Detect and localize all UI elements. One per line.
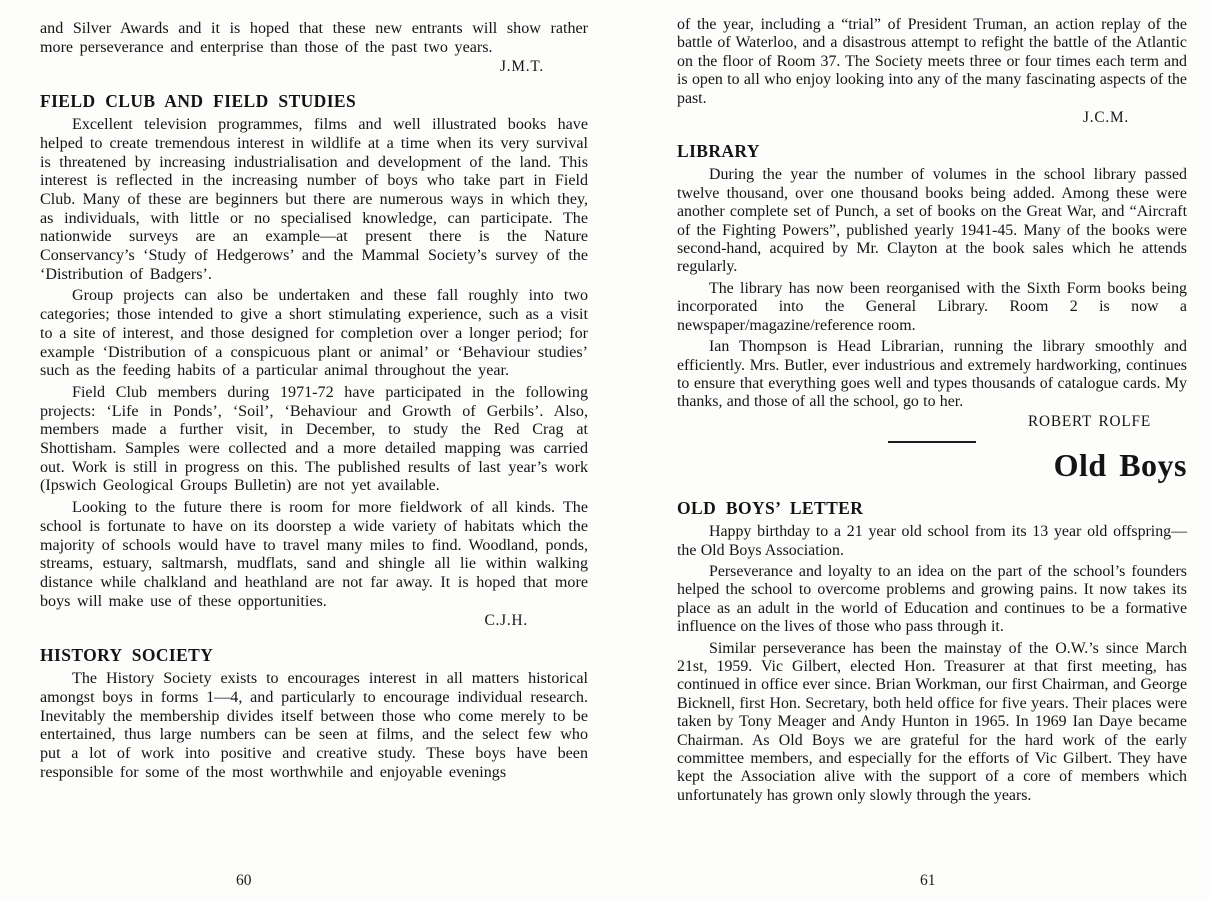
history-society-paragraph-1: The History Society exists to encourages interest in all matters historical amongst boys in forms 1—4, and particularly to encourage individual research. Inevitably the membership divides itself between those who come merely to be entertained, thus large numbers can be seen at films, and the select few who put a lot of work into positive and creative study. These boys have been responsible for some of the most worthwhile and enjoyable evenings [40,670,588,781]
history-society-heading: HISTORY SOCIETY [40,645,214,666]
signature-cjh: C.J.H. [484,612,528,630]
library-heading: LIBRARY [677,141,760,162]
signature-robert-rolfe: ROBERT ROLFE [1027,412,1151,430]
awards-continuation-paragraph: and Silver Awards and it is hoped that these new entrants will show rather more perseverance and enterprise than those of the past two years. [40,20,588,56]
field-club-paragraph-2: Group projects can also be undertaken and these fall roughly into two categories; those intended to give a short stimulating experience, such as a visit to a site of interest, and those designed for completion over a longer period; for example ‘Distribution of a conspicuous plant or animal’ or ‘Behaviour studies’ such as the feeding habits of a particular animal throughout the year. [40,287,588,380]
old-boys-chapter-title: Old Boys [1053,447,1187,484]
left-page-column [40,20,588,782]
history-society-continuation-paragraph: of the year, including a “trial” of President Truman, an action replay of the battle of Waterloo, and a disastrous attempt to refight the battle of the Atlantic on the floor of Room 37. The Society meets three or four times each term and is open to all who enjoy looking into any of the many fascinating aspects of the past. [677,16,1187,107]
old-boys-letter-heading: OLD BOYS’ LETTER [677,498,864,519]
right-page-column [677,16,1187,805]
library-paragraph-1: During the year the number of volumes in the school library passed twelve thousand, over one thousand books being added. Among these were another complete set of Punch, a set of books on the Great War, and “Aircraft of the Fighting Powers”, published yearly 1941-45. Many of the books were second-hand, acquired by Mr. Clayton at the book sales which he attends regularly. [677,166,1187,276]
page-number-60: 60 [236,872,252,889]
field-club-heading: FIELD CLUB AND FIELD STUDIES [40,91,357,112]
old-boys-letter-paragraph-3: Similar perseverance has been the mainstay of the O.W.’s since March 21st, 1959. Vic Gilbert, elected Hon. Treasurer at that first meeting, has continued in office ever since. Brian Workman, our first Chairman, and George Bicknell, first Hon. Secretary, both held office for five years. Their places were taken by Tony Meager and Andy Hunton in 1965. In 1969 Ian Daye became Chairman. As Old Boys we are grateful for the hard work of the early committee members, and especially for the efforts of Vic Gilbert. They have kept the Association alive with the support of a core of members which unfortunately has grown only slowly through the years. [677,639,1187,804]
page-number-61: 61 [920,872,936,889]
old-boys-letter-paragraph-2: Perseverance and loyalty to an idea on the part of the school’s founders helped the school to overcome problems and growing pains. It now takes its place as an adult in the world of Education and continues to be a formative influence on the lives of those who pass through it. [677,562,1187,636]
section-divider-rule [888,441,976,443]
field-club-paragraph-3: Field Club members during 1971-72 have participated in the following projects: ‘Life in Ponds’, ‘Soil’, ‘Behaviour and Growth of Gerbils’. Also, members made a further visit, in December, to study the Red Crag at Shottisham. Samples were collected and a more detailed mapping was carried out. Work is still in progress on this. The published results of last year’s work (Ipswich Geological Groups Bulletin) are not yet available. [40,383,588,495]
field-club-paragraph-4: Looking to the future there is room for more fieldwork of all kinds. The school is fortunate to have on its doorstep a wide variety of habitats which the majority of schools would have to travel many miles to find. Woodland, ponds, streams, estuary, saltmarsh, mudflats, sand and shingle all lie within walking distance while chalkland and heathland are not far away. It is hoped that more boys will make use of these opportunities. [40,499,588,610]
field-club-paragraph-1: Excellent television programmes, films and well illustrated books have helped to create tremendous interest in wildlife at a time when its very survival is threatened by increasing industrialisation and development of the land. This interest is reflected in the increasing number of boys who take part in Field Club. Many of these are beginners but there are numerous ways in which they, as individuals, with little or no specialised knowledge, can participate. The nationwide surveys are an example—at present there is the Nature Conservancy’s ‘Study of Hedgerows’ and the Mammal Society’s survey of the ‘Distribution of Badgers’. [40,116,588,283]
library-paragraph-2: The library has now been reorganised with the Sixth Form books being incorporated into the General Library. Room 2 is now a newspaper/magazine/reference room. [677,279,1187,334]
library-paragraph-3: Ian Thompson is Head Librarian, running the library smoothly and efficiently. Mrs. Butler, ever industrious and extremely hardworking, continues to ensure that everything goes well and types thousands of catalogue cards. My thanks, and those of all the school, go to her. [677,338,1187,411]
signature-jcm: J.C.M. [1082,109,1129,127]
signature-jmt: J.M.T. [499,58,544,76]
old-boys-letter-paragraph-1: Happy birthday to a 21 year old school from its 13 year old offspring—the Old Boys Association. [677,523,1187,559]
